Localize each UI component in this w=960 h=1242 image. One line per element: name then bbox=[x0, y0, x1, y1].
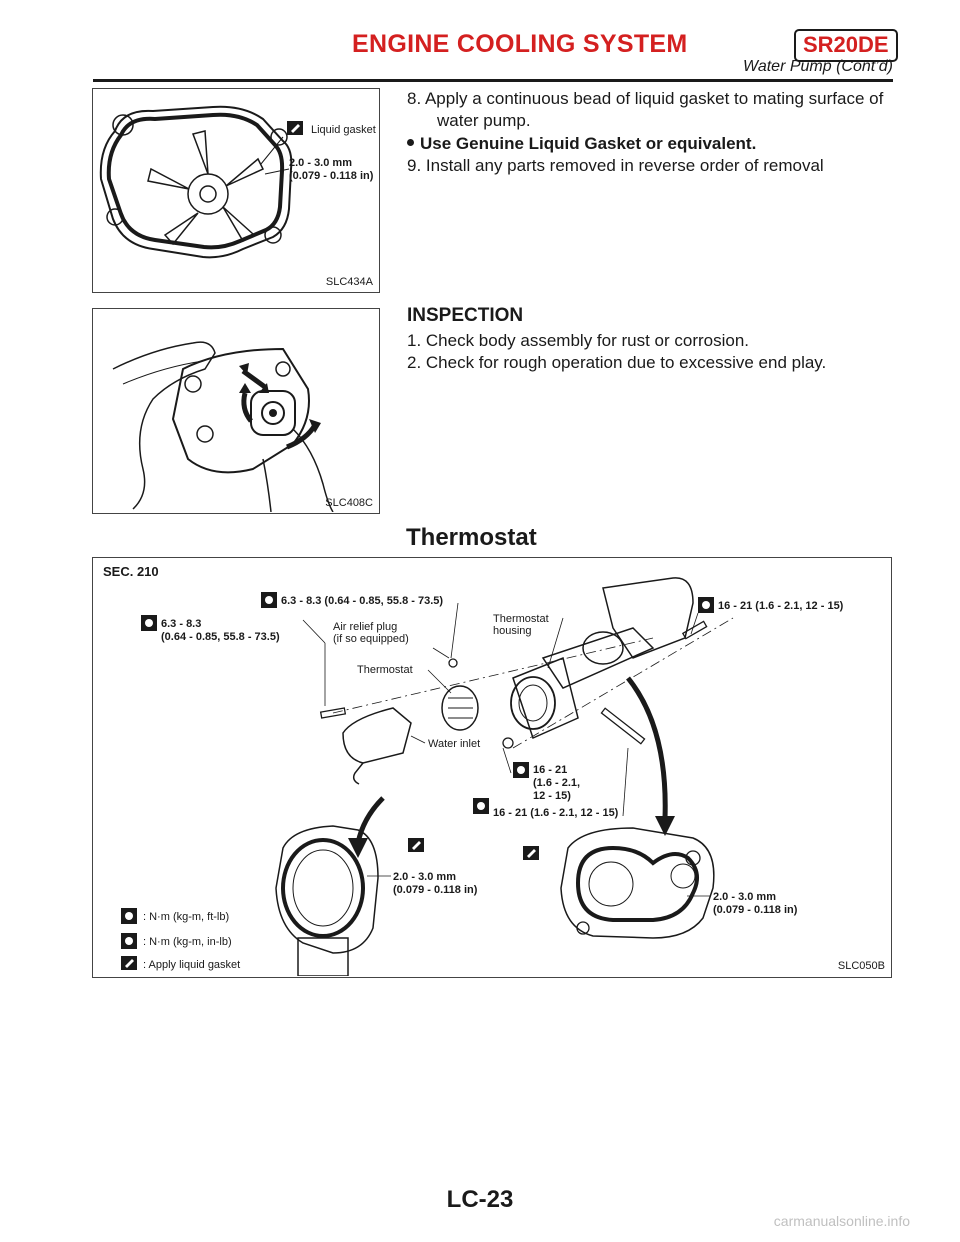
fig2-code: SLC408C bbox=[325, 497, 373, 509]
torque-mid-units: (1.6 - 2.1, bbox=[533, 777, 581, 789]
torque-bottom: 16 - 21 (1.6 - 2.1, 12 - 15) bbox=[493, 807, 619, 819]
inspection-step-1: 1. Check body assembly for rust or corrosion. bbox=[407, 331, 750, 350]
bead-right-size-in: (0.079 - 0.118 in) bbox=[713, 904, 798, 916]
air-relief-plug-note: (if so equipped) bbox=[333, 633, 409, 645]
fig1-bead-size: 2.0 - 3.0 mm bbox=[289, 157, 352, 169]
bead-left-size: 2.0 - 3.0 mm bbox=[393, 871, 456, 883]
inspection-heading: INSPECTION bbox=[407, 305, 524, 326]
page-subtitle: Water Pump (Cont’d) bbox=[743, 58, 893, 75]
step-9: 9. Install any parts removed in reverse order of removal bbox=[407, 156, 824, 175]
fig1-code: SLC434A bbox=[325, 276, 373, 288]
thermostat-section-title: Thermostat bbox=[406, 524, 537, 551]
torque-top: 6.3 - 8.3 (0.64 - 0.85, 55.8 - 73.5) bbox=[281, 595, 444, 607]
liquid-gasket-icon bbox=[287, 121, 303, 135]
thermostat-housing-label: Thermostat bbox=[493, 613, 549, 625]
thermostat-part-label: Thermostat bbox=[357, 664, 413, 676]
fig1-bead-size-in: (0.079 - 0.118 in) bbox=[289, 170, 374, 182]
header-rule bbox=[93, 79, 893, 82]
pump-inspection-illustration bbox=[93, 309, 378, 512]
fig3-code: SLC050B bbox=[837, 960, 885, 972]
step-8-bullet: Use Genuine Liquid Gasket or equivalent. bbox=[407, 133, 756, 155]
step-8: 8. Apply a continuous bead of liquid gasket to mating surface of water pump. bbox=[407, 89, 884, 130]
page-number: LC-23 bbox=[446, 1186, 514, 1213]
air-relief-plug-label: Air relief plug bbox=[333, 621, 398, 633]
figure-pump-inspection bbox=[92, 308, 380, 514]
inspection-step-2: 2. Check for rough operation due to excessive end play. bbox=[407, 353, 827, 372]
fig1-gasket-label: Liquid gasket bbox=[311, 124, 376, 136]
bead-left-size-in: (0.079 - 0.118 in) bbox=[393, 884, 478, 896]
watermark-text: carmanualsonline.info bbox=[773, 1213, 910, 1229]
section-header-title: ENGINE COOLING SYSTEM bbox=[352, 30, 688, 58]
torque-right: 16 - 21 (1.6 - 2.1, 12 - 15) bbox=[718, 600, 844, 612]
torque-left-units: (0.64 - 0.85, 55.8 - 73.5) bbox=[161, 631, 280, 643]
torque-mid-value: 16 - 21 bbox=[533, 764, 568, 776]
legend-liquid-gasket: : Apply liquid gasket bbox=[143, 959, 241, 971]
sec-number: SEC. 210 bbox=[103, 564, 159, 579]
engine-model-badge: SR20DE bbox=[794, 29, 898, 62]
water-inlet-label: Water inlet bbox=[428, 738, 481, 750]
water-pump-illustration bbox=[93, 89, 378, 291]
legend-torque-ftlb: : N·m (kg-m, ft-lb) bbox=[143, 911, 230, 923]
figure-thermostat-exploded bbox=[92, 557, 892, 978]
torque-mid-units-2: 12 - 15) bbox=[533, 790, 571, 802]
bead-right-size: 2.0 - 3.0 mm bbox=[713, 891, 776, 903]
legend-torque-inlb: : N·m (kg-m, in-lb) bbox=[143, 936, 232, 948]
liquid-gasket-icon bbox=[121, 838, 539, 970]
figure-water-pump-gasket bbox=[92, 88, 380, 293]
thermostat-housing-label-2: housing bbox=[493, 625, 532, 637]
bullet-icon bbox=[407, 139, 414, 146]
torque-left-value: 6.3 - 8.3 bbox=[161, 618, 202, 630]
